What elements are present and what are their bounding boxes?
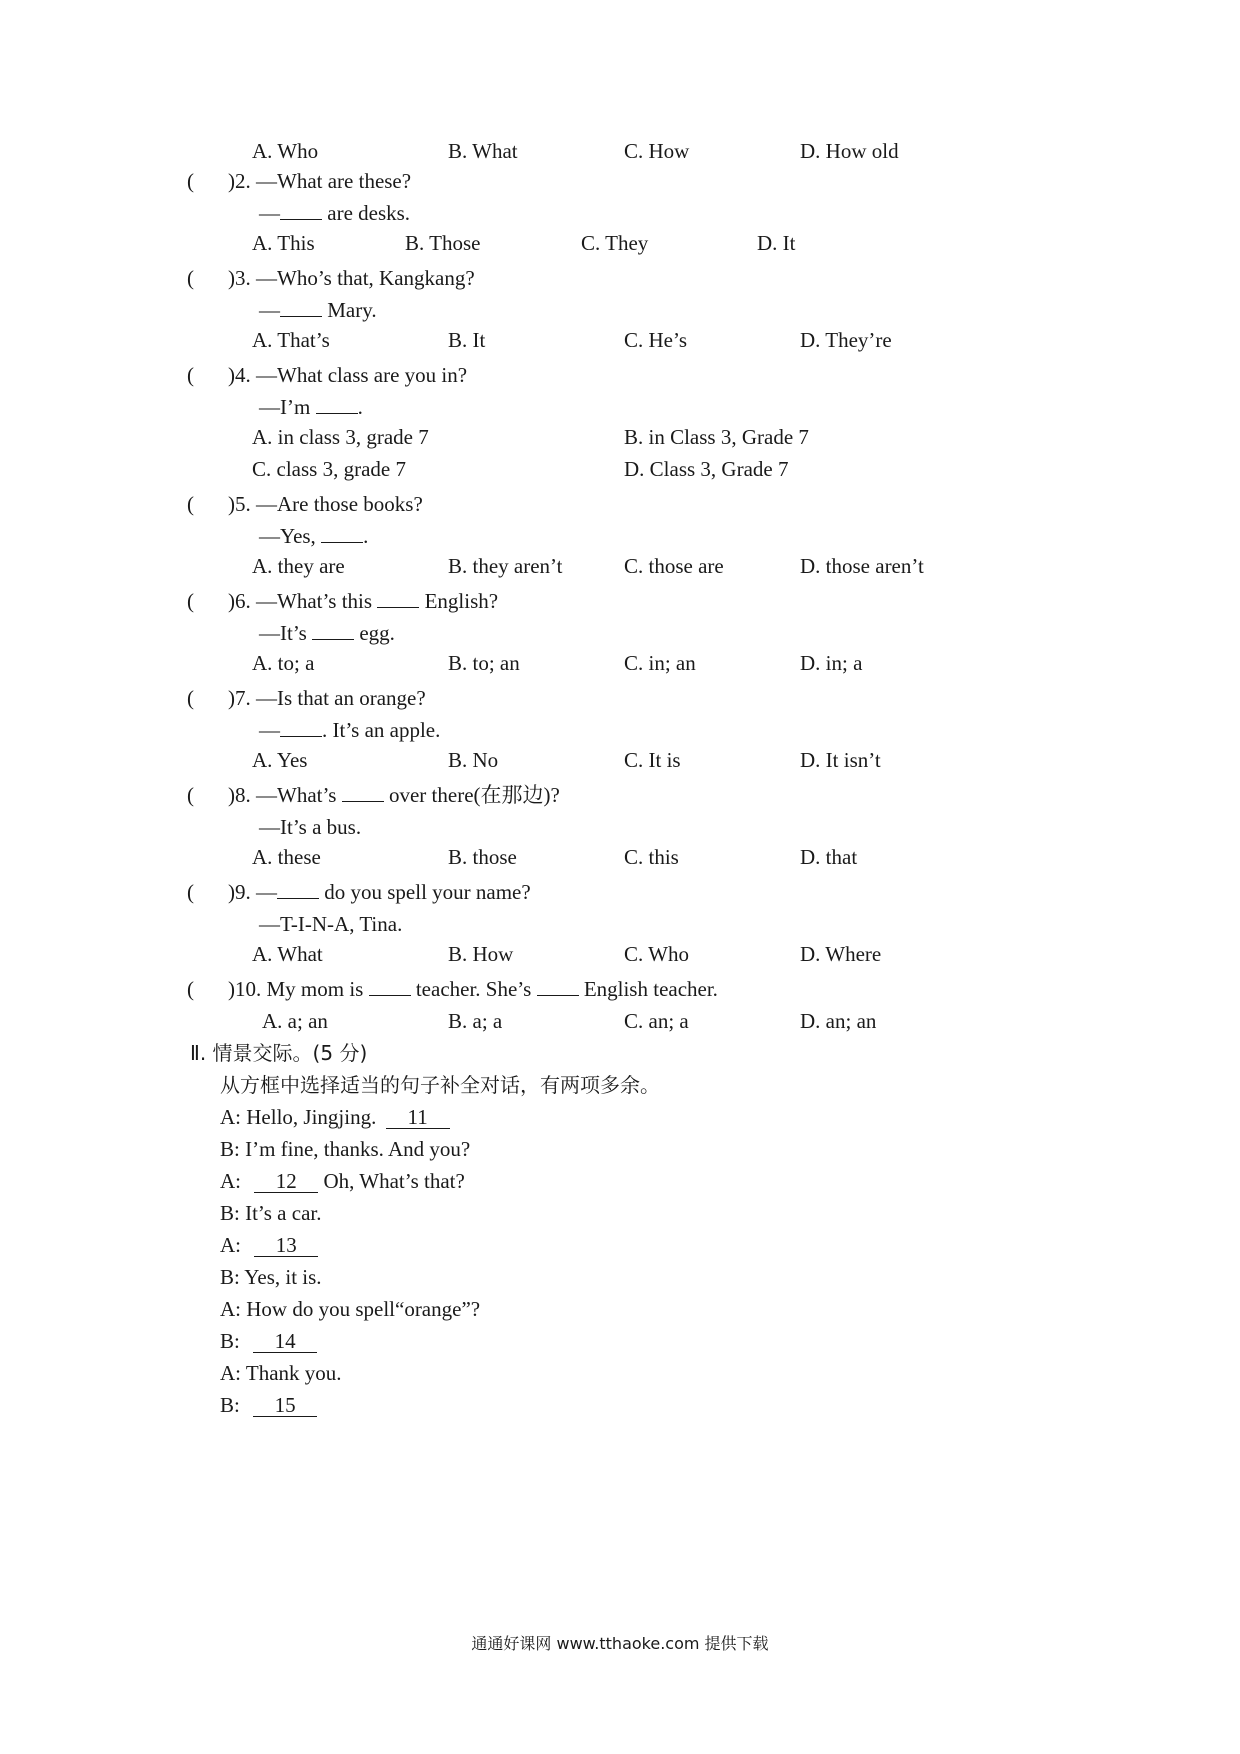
q2-question: )2. —What are these? xyxy=(228,169,412,193)
dialogue-line-8: B: 14 xyxy=(220,1328,317,1354)
q1-option-c: C. How xyxy=(624,139,690,163)
q7-option-b: B. No xyxy=(448,748,499,772)
q5-answer-line: —Yes, . xyxy=(259,524,369,548)
q3-option-c: C. He’s xyxy=(624,328,687,352)
dialogue-line-7: A: How do you spell“orange”? xyxy=(220,1297,481,1321)
q8-question: )8. —What’s over there(在那边)? xyxy=(228,783,560,807)
q5-paren: ( xyxy=(187,492,194,516)
q10-question: )10. My mom is teacher. She’s English teacher. xyxy=(228,977,718,1001)
q8-option-b: B. those xyxy=(448,845,517,869)
q5-option-a: A. they are xyxy=(252,554,345,578)
q2-option-a: A. This xyxy=(252,231,315,255)
q2-option-b: B. Those xyxy=(405,231,481,255)
q6-paren: ( xyxy=(187,589,194,613)
q6-option-d: D. in; a xyxy=(800,651,863,675)
q7-question: )7. —Is that an orange? xyxy=(228,686,426,710)
q9-option-a: A. What xyxy=(252,942,323,966)
dialogue-line-6: B: Yes, it is. xyxy=(220,1265,322,1289)
q3-option-b: B. It xyxy=(448,328,486,352)
page-footer: 通通好课网 www.tthaoke.com 提供下载 xyxy=(471,1634,769,1653)
q10-option-c: C. an; a xyxy=(624,1009,689,1033)
dialogue-line-5: A: 13 xyxy=(220,1232,318,1258)
dialogue-line-4: B: It’s a car. xyxy=(220,1201,322,1225)
q4-paren: ( xyxy=(187,363,194,387)
q8-option-a: A. these xyxy=(252,845,321,869)
section2-instruction: 从方框中选择适当的句子补全对话，有两项多余。 xyxy=(220,1073,660,1097)
q7-paren: ( xyxy=(187,686,194,710)
q6-question: )6. —What’s this English? xyxy=(228,589,499,613)
q2-option-d: D. It xyxy=(757,231,796,255)
dialogue-line-9: A: Thank you. xyxy=(220,1361,342,1385)
blank-13: 13 xyxy=(254,1234,318,1257)
q5-option-b: B. they aren’t xyxy=(448,554,563,578)
dialogue-line-3: A: 12 Oh, What’s that? xyxy=(220,1169,465,1193)
q3-option-a: A. That’s xyxy=(252,328,330,352)
q4-option-c: C. class 3, grade 7 xyxy=(252,457,406,481)
dialogue-line-10: B: 15 xyxy=(220,1392,317,1418)
q4-answer-line: —I’m . xyxy=(259,395,363,419)
q7-option-a: A. Yes xyxy=(252,748,308,772)
dialogue-line-2: B: I’m fine, thanks. And you? xyxy=(220,1137,471,1161)
q7-answer-line: — . It’s an apple. xyxy=(259,718,441,742)
q8-paren: ( xyxy=(187,783,194,807)
section2-heading: Ⅱ. 情景交际。(5 分) xyxy=(190,1041,368,1065)
q2-option-c: C. They xyxy=(581,231,649,255)
q2-answer-line: — are desks. xyxy=(259,201,411,225)
q3-option-d: D. They’re xyxy=(800,328,892,352)
dialogue-line-1: A: Hello, Jingjing. 11 xyxy=(220,1104,450,1130)
q10-option-d: D. an; an xyxy=(800,1009,877,1033)
q6-option-c: C. in; an xyxy=(624,651,696,675)
blank-15: 15 xyxy=(253,1394,317,1417)
q9-option-b: B. How xyxy=(448,942,514,966)
q3-question: )3. —Who’s that, Kangkang? xyxy=(228,266,475,290)
q9-question: )9. — do you spell your name? xyxy=(228,880,531,904)
q4-option-b: B. in Class 3, Grade 7 xyxy=(624,425,809,449)
q7-option-d: D. It isn’t xyxy=(800,748,881,772)
q9-option-d: D. Where xyxy=(800,942,882,966)
q1-option-a: A. Who xyxy=(252,139,319,163)
q9-answer-line: —T-I-N-A, Tina. xyxy=(259,912,403,936)
q8-option-d: D. that xyxy=(800,845,858,869)
q7-option-c: C. It is xyxy=(624,748,681,772)
q6-option-b: B. to; an xyxy=(448,651,520,675)
q8-answer-line: —It’s a bus. xyxy=(259,815,362,839)
blank-14: 14 xyxy=(253,1330,317,1353)
q1-option-d: D. How old xyxy=(800,139,899,163)
q2-paren: ( xyxy=(187,169,194,193)
q4-option-d: D. Class 3, Grade 7 xyxy=(624,457,789,481)
q3-answer-line: — Mary. xyxy=(259,298,377,322)
q4-option-a: A. in class 3, grade 7 xyxy=(252,425,429,449)
q10-option-b: B. a; a xyxy=(448,1009,503,1033)
q10-paren: ( xyxy=(187,977,194,1001)
q9-paren: ( xyxy=(187,880,194,904)
blank-12: 12 xyxy=(254,1170,318,1193)
blank-11: 11 xyxy=(386,1106,450,1129)
q9-option-c: C. Who xyxy=(624,942,689,966)
q3-paren: ( xyxy=(187,266,194,290)
q5-question: )5. —Are those books? xyxy=(228,492,423,516)
q8-option-c: C. this xyxy=(624,845,679,869)
q6-option-a: A. to; a xyxy=(252,651,315,675)
q5-option-c: C. those are xyxy=(624,554,724,578)
q6-answer-line: —It’s egg. xyxy=(259,621,395,645)
q4-question: )4. —What class are you in? xyxy=(228,363,468,387)
q5-option-d: D. those aren’t xyxy=(800,554,924,578)
q10-option-a: A. a; an xyxy=(262,1009,328,1033)
q1-option-b: B. What xyxy=(448,139,518,163)
